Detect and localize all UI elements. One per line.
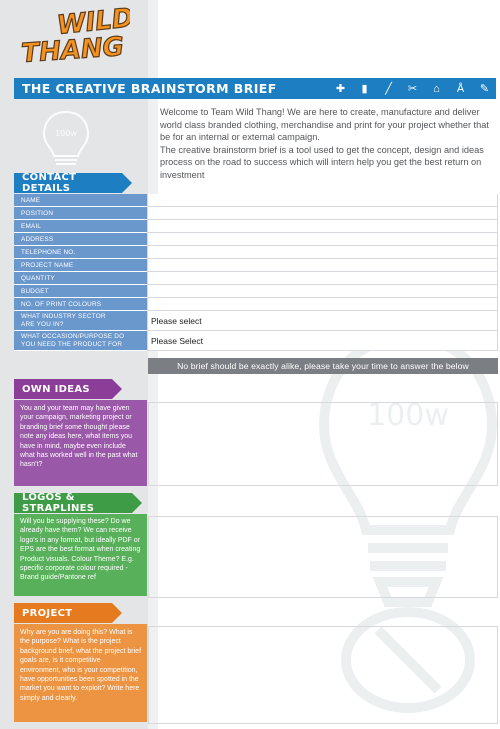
contact-details-header [14,173,122,193]
field-label: POSITION [14,207,147,220]
field-label: BUDGET [14,285,147,298]
occasion-label-line-2: YOU NEED THE PRODUCT FOR [21,340,123,348]
bulb-watermark-label: 100w [367,398,449,433]
form-row-print-colours [14,298,498,311]
telephone-field[interactable] [147,246,498,259]
project-answer-field[interactable] [148,626,498,724]
needle-icon: ╱ [385,83,392,95]
field-label: EMAIL [14,220,147,233]
position-field[interactable] [147,207,498,220]
name-field[interactable] [147,194,498,207]
occasion-label-line-1: WHAT OCCASION/PURPOSE DO [21,333,125,340]
industry-select[interactable]: Please select [147,311,498,331]
logos-straplines-prompt: Will you be supplying these? Do we already have them? We can receive logo's in any format, but ideally PDF or EPS are the best format when creating Product visuals. Colour Theme? E.g. specific corporate colour required - Brand guide/Pantone ref [14,514,147,596]
project-name-field[interactable] [147,259,498,272]
budget-field[interactable] [147,285,498,298]
own-ideas-answer-field[interactable] [148,402,498,486]
occasion-select[interactable]: Please Select [147,331,498,351]
logos-straplines-header [14,493,132,513]
form-row-quantity [14,272,498,285]
form-row-name [14,194,498,207]
intro-paragraph-1: Welcome to Team Wild Thang! We are here to create, manufacture and deliver world class branded clothing, merchandise and print for your project whether that be for an internal or external campaign. [160,107,489,143]
notice-bar: No brief should be exactly alike, please take your time to answer the below [148,358,498,374]
contact-form [14,194,498,351]
field-label: PROJECT NAME [14,259,147,272]
scissors-icon: ✂ [407,83,418,95]
pen-icon: Å [456,82,465,95]
own-ideas-title: OWN IDEAS [22,383,90,395]
quantity-field[interactable] [147,272,498,285]
field-label [14,331,147,351]
logos-straplines-title: LOGOS & STRAPLINES [22,492,95,514]
form-row-occasion [14,331,498,351]
logo-word-thang: THANG [20,31,125,69]
field-label: TELEPHONE NO. [14,246,147,259]
pencil-icon: ✎ [479,83,490,95]
intro-paragraph-2: The creative brainstorm brief is a tool used to get the concept, design and ideas process on the road to success which will intern help you get the best return on investment [160,144,484,180]
industry-label-line-2: ARE YOU IN? [21,320,64,328]
own-ideas-header [14,379,112,399]
form-row-budget [14,285,498,298]
field-label [14,311,147,331]
industry-label-line-1: WHAT INDUSTRY SECTOR [21,313,106,320]
form-row-position [14,207,498,220]
address-field[interactable] [147,233,498,246]
intro-text [160,106,494,182]
bulb-small-label: 100w [55,129,77,138]
project-prompt: Why are you are doing this? What is the purpose? What is the project background brief, what the project brief goals are, is it competitive environment, who is your competition, have opportunities been spotted in the market you want to exploit? Write here simply and clearly. [14,624,147,722]
title-icon-strip [333,80,492,97]
logos-straplines-answer-field[interactable] [148,516,498,598]
form-row-address [14,233,498,246]
project-title: PROJECT [22,607,73,619]
contact-details-title: CONTACT DETAILS [22,172,77,194]
own-ideas-prompt: You and your team may have given your campaign, marketing project or branding brief some thought please note any ideas here, what items you have in mind, maybe even include what has worked well in the past what hasn't? [14,400,147,486]
form-row-email [14,220,498,233]
field-label: NO. OF PRINT COLOURS [14,298,147,311]
project-header [14,603,112,623]
title-bar [14,78,496,99]
wild-thang-logo [18,4,130,74]
ruler-icon: ▮ [361,83,368,95]
email-field[interactable] [147,220,498,233]
logo-word-wild: WILD [55,4,130,41]
print-colours-field[interactable] [147,298,498,311]
form-row-project-name [14,259,498,272]
lightbulb-icon [36,108,96,170]
field-label: NAME [14,194,147,207]
form-row-telephone [14,246,498,259]
form-row-industry [14,311,498,331]
page-title: THE CREATIVE BRAINSTORM BRIEF [22,81,277,96]
sewing-icon: ✚ [335,83,346,95]
field-label: QUANTITY [14,272,147,285]
field-label: ADDRESS [14,233,147,246]
hanger-icon: ⌂ [433,82,440,95]
